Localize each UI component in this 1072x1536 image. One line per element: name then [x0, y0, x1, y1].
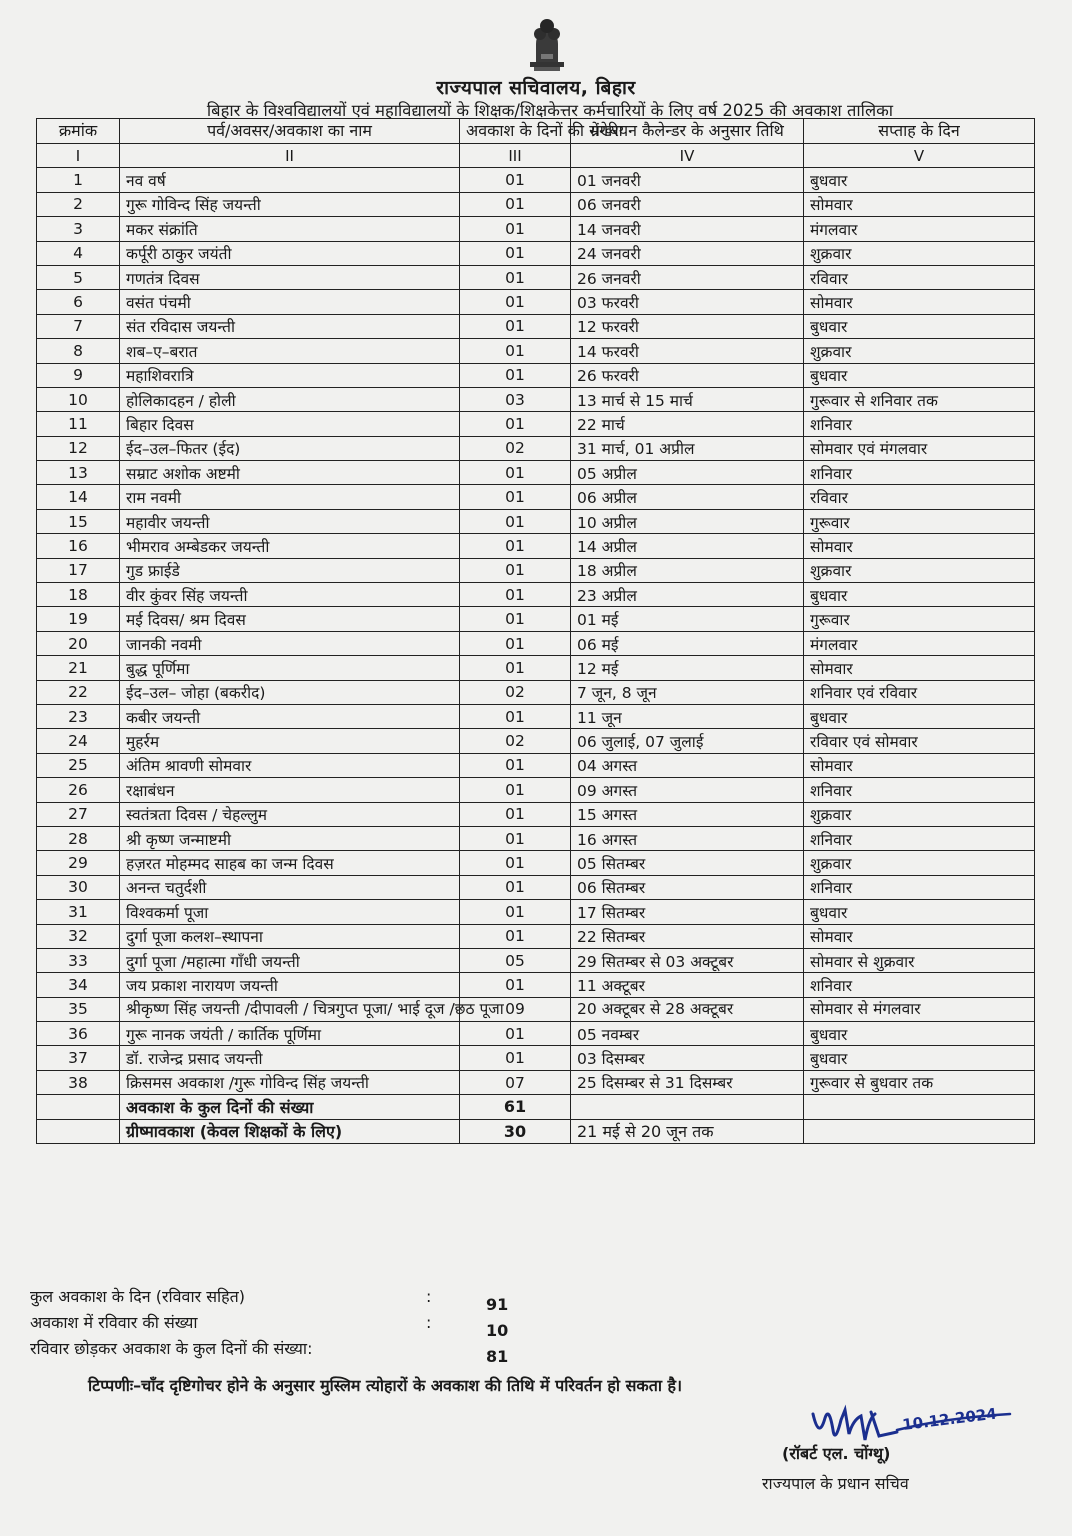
- row-sno: 26: [37, 778, 120, 802]
- summer-vacation-days: 30: [460, 1119, 571, 1143]
- table-cell-blank: [37, 1119, 120, 1143]
- row-days: 01: [460, 168, 571, 192]
- row-sno: 17: [37, 558, 120, 582]
- row-date: 06 जनवरी: [571, 192, 804, 216]
- row-holiday-name: गुड फ्राईडे: [120, 558, 460, 582]
- row-weekday: शुक्रवार: [804, 339, 1035, 363]
- row-weekday: शनिवार एवं रविवार: [804, 680, 1035, 704]
- row-date: 09 अगस्त: [571, 778, 804, 802]
- row-holiday-name: कबीर जयन्ती: [120, 704, 460, 728]
- row-sno: 27: [37, 802, 120, 826]
- row-days: 01: [460, 1022, 571, 1046]
- row-date: 25 दिसम्बर से 31 दिसम्बर: [571, 1070, 804, 1094]
- table-row: [37, 558, 1035, 582]
- row-weekday: बुधवार: [804, 168, 1035, 192]
- office-title: राज्यपाल सचिवालय, बिहार: [436, 77, 636, 99]
- row-days: 01: [460, 485, 571, 509]
- holiday-table: [36, 118, 1035, 1144]
- total-days-value: 61: [460, 1095, 571, 1119]
- row-sno: 12: [37, 436, 120, 460]
- table-cell-blank: [804, 1119, 1035, 1143]
- table-row: [37, 900, 1035, 924]
- table-row: [37, 948, 1035, 972]
- table-row: [37, 290, 1035, 314]
- row-sno: 36: [37, 1022, 120, 1046]
- summer-vacation-date: 21 मई से 20 जून तक: [571, 1119, 804, 1143]
- row-date: 14 अप्रील: [571, 534, 804, 558]
- row-holiday-name: कर्पूरी ठाकुर जयंती: [120, 241, 460, 265]
- table-row: [37, 339, 1035, 363]
- total-label: अवकाश के कुल दिनों की संख्या: [120, 1095, 460, 1119]
- row-date: 06 मई: [571, 631, 804, 655]
- row-date: 03 दिसम्बर: [571, 1046, 804, 1070]
- row-days: 03: [460, 387, 571, 411]
- row-holiday-name: विश्वकर्मा पूजा: [120, 900, 460, 924]
- row-sno: 24: [37, 729, 120, 753]
- row-days: 01: [460, 607, 571, 631]
- table-row: [37, 1022, 1035, 1046]
- summary-label: कुल अवकाश के दिन (रविवार सहित): [30, 1287, 246, 1306]
- row-days: 01: [460, 778, 571, 802]
- row-date: 31 मार्च, 01 अप्रील: [571, 436, 804, 460]
- row-sno: 34: [37, 973, 120, 997]
- row-holiday-name: श्रीकृष्ण सिंह जयन्ती /दीपावली / चित्रगुप्त पूजा/ भाई दूज /छठ पूजा: [120, 997, 460, 1021]
- table-row: [37, 778, 1035, 802]
- row-days: 05: [460, 948, 571, 972]
- row-sno: 30: [37, 875, 120, 899]
- row-weekday: सोमवार से शुक्रवार: [804, 948, 1035, 972]
- row-days: 01: [460, 851, 571, 875]
- row-days: 01: [460, 656, 571, 680]
- row-weekday: सोमवार: [804, 192, 1035, 216]
- table-row: [37, 1046, 1035, 1070]
- row-days: 01: [460, 363, 571, 387]
- row-days: 01: [460, 583, 571, 607]
- row-holiday-name: मकर संक्रांति: [120, 217, 460, 241]
- row-date: 11 अक्टूबर: [571, 973, 804, 997]
- row-weekday: बुधवार: [804, 363, 1035, 387]
- table-row: [37, 997, 1035, 1021]
- row-days: 01: [460, 875, 571, 899]
- row-holiday-name: मुहर्रम: [120, 729, 460, 753]
- table-row: [37, 851, 1035, 875]
- row-sno: 23: [37, 704, 120, 728]
- row-days: 01: [460, 290, 571, 314]
- total-date: [571, 1095, 804, 1119]
- table-row: [37, 973, 1035, 997]
- row-date: 17 सितम्बर: [571, 900, 804, 924]
- summary-colon: :: [426, 1313, 432, 1332]
- svg-text:10.12.2024: 10.12.2024: [901, 1404, 998, 1434]
- table-row: [37, 412, 1035, 436]
- row-weekday: शनिवार: [804, 973, 1035, 997]
- row-weekday: सोमवार: [804, 656, 1035, 680]
- row-holiday-name: बिहार दिवस: [120, 412, 460, 436]
- table-row: [37, 387, 1035, 411]
- summary-row: [30, 1284, 590, 1314]
- signatory-designation: राज्यपाल के प्रधान सचिव: [762, 1474, 909, 1493]
- row-date: 7 जून, 8 जून: [571, 680, 804, 704]
- row-date: 26 जनवरी: [571, 265, 804, 289]
- row-date: 04 अगस्त: [571, 753, 804, 777]
- row-date: 05 नवम्बर: [571, 1022, 804, 1046]
- row-weekday: शनिवार: [804, 412, 1035, 436]
- table-cell-blank: [804, 1095, 1035, 1119]
- row-sno: 38: [37, 1070, 120, 1094]
- row-days: 01: [460, 412, 571, 436]
- row-holiday-name: वसंत पंचमी: [120, 290, 460, 314]
- row-date: 29 सितम्बर से 03 अक्टूबर: [571, 948, 804, 972]
- roman-label: II: [120, 144, 460, 168]
- row-holiday-name: गणतंत्र दिवस: [120, 265, 460, 289]
- row-sno: 33: [37, 948, 120, 972]
- row-weekday: मंगलवार: [804, 631, 1035, 655]
- table-row: [37, 509, 1035, 533]
- table-row: [37, 924, 1035, 948]
- row-weekday: सोमवार एवं मंगलवार: [804, 436, 1035, 460]
- row-weekday: शनिवार: [804, 826, 1035, 850]
- row-weekday: शुक्रवार: [804, 802, 1035, 826]
- row-days: 01: [460, 753, 571, 777]
- table-header-row: [37, 119, 1035, 144]
- table-row: [37, 704, 1035, 728]
- summary-row: [30, 1336, 590, 1366]
- row-weekday: सोमवार: [804, 753, 1035, 777]
- row-date: 14 फरवरी: [571, 339, 804, 363]
- row-holiday-name: ईद–उल– जोहा (बकरीद): [120, 680, 460, 704]
- col-header-days: अवकाश के दिनों की संख्या: [460, 119, 571, 144]
- table-row: [37, 826, 1035, 850]
- row-holiday-name: महावीर जयन्ती: [120, 509, 460, 533]
- row-days: 01: [460, 339, 571, 363]
- row-date: 01 जनवरी: [571, 168, 804, 192]
- row-weekday: सोमवार: [804, 290, 1035, 314]
- row-date: 03 फरवरी: [571, 290, 804, 314]
- row-weekday: बुधवार: [804, 900, 1035, 924]
- row-date: 15 अगस्त: [571, 802, 804, 826]
- row-date: 14 जनवरी: [571, 217, 804, 241]
- row-weekday: बुधवार: [804, 314, 1035, 338]
- row-holiday-name: जय प्रकाश नारायण जयन्ती: [120, 973, 460, 997]
- row-weekday: सोमवार: [804, 534, 1035, 558]
- summary-label: रविवार छोड़कर अवकाश के कुल दिनों की संख्या:: [30, 1339, 313, 1358]
- row-sno: 10: [37, 387, 120, 411]
- row-days: 02: [460, 729, 571, 753]
- row-date: 12 फरवरी: [571, 314, 804, 338]
- row-weekday: रविवार एवं सोमवार: [804, 729, 1035, 753]
- row-days: 01: [460, 265, 571, 289]
- row-holiday-name: शब–ए–बरात: [120, 339, 460, 363]
- row-days: 01: [460, 509, 571, 533]
- row-holiday-name: अनन्त चतुर्दशी: [120, 875, 460, 899]
- row-date: 01 मई: [571, 607, 804, 631]
- row-sno: 13: [37, 461, 120, 485]
- row-date: 22 सितम्बर: [571, 924, 804, 948]
- summary-colon: :: [426, 1287, 432, 1306]
- table-row: [37, 485, 1035, 509]
- row-sno: 25: [37, 753, 120, 777]
- row-days: 01: [460, 461, 571, 485]
- row-holiday-name: वीर कुंवर सिंह जयन्ती: [120, 583, 460, 607]
- row-days: 01: [460, 631, 571, 655]
- row-holiday-name: गुरू गोविन्द सिंह जयन्ती: [120, 192, 460, 216]
- row-days: 01: [460, 217, 571, 241]
- row-sno: 32: [37, 924, 120, 948]
- row-weekday: सोमवार: [804, 924, 1035, 948]
- table-row: [37, 363, 1035, 387]
- row-sno: 16: [37, 534, 120, 558]
- row-weekday: रविवार: [804, 485, 1035, 509]
- row-sno: 19: [37, 607, 120, 631]
- row-sno: 1: [37, 168, 120, 192]
- row-date: 05 अप्रील: [571, 461, 804, 485]
- row-date: 16 अगस्त: [571, 826, 804, 850]
- row-sno: 6: [37, 290, 120, 314]
- total-days-row: [37, 1095, 1035, 1119]
- row-days: 01: [460, 241, 571, 265]
- summary-block: [30, 1284, 590, 1366]
- row-sno: 28: [37, 826, 120, 850]
- row-sno: 11: [37, 412, 120, 436]
- row-holiday-name: सम्राट अशोक अष्टमी: [120, 461, 460, 485]
- row-date: 20 अक्टूबर से 28 अक्टूबर: [571, 997, 804, 1021]
- table-row: [37, 1070, 1035, 1094]
- row-days: 02: [460, 436, 571, 460]
- row-sno: 7: [37, 314, 120, 338]
- row-days: 01: [460, 704, 571, 728]
- row-holiday-name: संत रविदास जयन्ती: [120, 314, 460, 338]
- row-date: 13 मार्च से 15 मार्च: [571, 387, 804, 411]
- col-header-name: पर्व/अवसर/अवकाश का नाम: [120, 119, 460, 144]
- row-holiday-name: राम नवमी: [120, 485, 460, 509]
- row-holiday-name: जानकी नवमी: [120, 631, 460, 655]
- table-row: [37, 265, 1035, 289]
- row-sno: 5: [37, 265, 120, 289]
- row-weekday: शुक्रवार: [804, 241, 1035, 265]
- row-holiday-name: रक्षाबंधन: [120, 778, 460, 802]
- row-date: 06 सितम्बर: [571, 875, 804, 899]
- row-holiday-name: अंतिम श्रावणी सोमवार: [120, 753, 460, 777]
- row-weekday: गुरूवार से बुधवार तक: [804, 1070, 1035, 1094]
- summer-vacation-label: ग्रीष्मावकाश (केवल शिक्षकों के लिए): [120, 1119, 460, 1143]
- row-sno: 4: [37, 241, 120, 265]
- totals-rows: [37, 1095, 1035, 1144]
- row-days: 01: [460, 802, 571, 826]
- row-weekday: गुरूवार: [804, 607, 1035, 631]
- row-weekday: बुधवार: [804, 583, 1035, 607]
- table-row: [37, 753, 1035, 777]
- row-holiday-name: दुर्गा पूजा /महात्मा गाँधी जयन्ती: [120, 948, 460, 972]
- table-row: [37, 607, 1035, 631]
- row-holiday-name: क्रिसमस अवकाश /गुरू गोविन्द सिंह जयन्ती: [120, 1070, 460, 1094]
- roman-label: I: [37, 144, 120, 168]
- table-row: [37, 314, 1035, 338]
- row-date: 10 अप्रील: [571, 509, 804, 533]
- row-date: 23 अप्रील: [571, 583, 804, 607]
- table-row: [37, 241, 1035, 265]
- row-weekday: शनिवार: [804, 461, 1035, 485]
- row-days: 01: [460, 900, 571, 924]
- row-sno: 9: [37, 363, 120, 387]
- table-row: [37, 436, 1035, 460]
- row-sno: 15: [37, 509, 120, 533]
- row-sno: 14: [37, 485, 120, 509]
- row-weekday: शनिवार: [804, 875, 1035, 899]
- table-row: [37, 461, 1035, 485]
- col-header-weekday: सप्ताह के दिन: [804, 119, 1035, 144]
- row-sno: 35: [37, 997, 120, 1021]
- table-row: [37, 217, 1035, 241]
- roman-label: III: [460, 144, 571, 168]
- row-holiday-name: होलिकादहन / होली: [120, 387, 460, 411]
- row-sno: 2: [37, 192, 120, 216]
- table-row: [37, 192, 1035, 216]
- row-days: 01: [460, 1046, 571, 1070]
- row-date: 05 सितम्बर: [571, 851, 804, 875]
- row-holiday-name: स्वतंत्रता दिवस / चेहल्लुम: [120, 802, 460, 826]
- table-row: [37, 534, 1035, 558]
- signatory-name: (रॉबर्ट एल. चोंग्थू): [782, 1444, 891, 1463]
- row-days: 01: [460, 826, 571, 850]
- row-days: 01: [460, 314, 571, 338]
- row-weekday: बुधवार: [804, 704, 1035, 728]
- row-holiday-name: भीमराव अम्बेडकर जयन्ती: [120, 534, 460, 558]
- row-date: 11 जून: [571, 704, 804, 728]
- table-row: [37, 631, 1035, 655]
- row-holiday-name: दुर्गा पूजा कलश–स्थापना: [120, 924, 460, 948]
- row-date: 06 अप्रील: [571, 485, 804, 509]
- col-header-sno: क्रमांक: [37, 119, 120, 144]
- row-days: 07: [460, 1070, 571, 1094]
- row-days: 09: [460, 997, 571, 1021]
- row-date: 24 जनवरी: [571, 241, 804, 265]
- table-row: [37, 168, 1035, 192]
- holiday-rows: [37, 168, 1035, 1095]
- row-sno: 18: [37, 583, 120, 607]
- row-sno: 31: [37, 900, 120, 924]
- row-sno: 8: [37, 339, 120, 363]
- summary-value: 10: [486, 1321, 509, 1340]
- roman-numeral-row: [37, 144, 1035, 168]
- row-date: 26 फरवरी: [571, 363, 804, 387]
- row-days: 01: [460, 558, 571, 582]
- roman-label: V: [804, 144, 1035, 168]
- row-weekday: रविवार: [804, 265, 1035, 289]
- col-header-date: ग्रेगेरियन कैलेन्डर के अनुसार तिथि: [571, 119, 804, 144]
- row-weekday: शुक्रवार: [804, 558, 1035, 582]
- summary-value: 91: [486, 1295, 509, 1314]
- table-row: [37, 802, 1035, 826]
- row-sno: 3: [37, 217, 120, 241]
- row-holiday-name: हज़रत मोहम्मद साहब का जन्म दिवस: [120, 851, 460, 875]
- summary-row: [30, 1310, 590, 1340]
- row-sno: 20: [37, 631, 120, 655]
- row-date: 06 जुलाई, 07 जुलाई: [571, 729, 804, 753]
- table-row: [37, 875, 1035, 899]
- row-sno: 22: [37, 680, 120, 704]
- row-sno: 37: [37, 1046, 120, 1070]
- row-weekday: शनिवार: [804, 778, 1035, 802]
- row-sno: 21: [37, 656, 120, 680]
- row-days: 01: [460, 924, 571, 948]
- row-days: 01: [460, 192, 571, 216]
- row-holiday-name: महाशिवरात्रि: [120, 363, 460, 387]
- row-date: 12 मई: [571, 656, 804, 680]
- row-weekday: मंगलवार: [804, 217, 1035, 241]
- row-holiday-name: श्री कृष्ण जन्माष्टमी: [120, 826, 460, 850]
- table-row: [37, 583, 1035, 607]
- row-date: 18 अप्रील: [571, 558, 804, 582]
- row-weekday: गुरूवार से शनिवार तक: [804, 387, 1035, 411]
- row-weekday: शुक्रवार: [804, 851, 1035, 875]
- row-sno: 29: [37, 851, 120, 875]
- row-holiday-name: डॉ. राजेन्द्र प्रसाद जयन्ती: [120, 1046, 460, 1070]
- row-holiday-name: गुरू नानक जयंती / कार्तिक पूर्णिमा: [120, 1022, 460, 1046]
- row-days: 02: [460, 680, 571, 704]
- summary-value: 81: [486, 1347, 509, 1366]
- row-weekday: बुधवार: [804, 1046, 1035, 1070]
- footnote: टिप्पणीः–चाँद दृष्टिगोचर होने के अनुसार मुस्लिम त्योहारों के अवकाश की तिथि में परिवर्तन हो सकता है।: [88, 1376, 683, 1395]
- summary-label: अवकाश में रविवार की संख्या: [30, 1313, 198, 1332]
- row-holiday-name: मई दिवस/ श्रम दिवस: [120, 607, 460, 631]
- table-row: [37, 656, 1035, 680]
- summer-vacation-row: [37, 1119, 1035, 1143]
- row-days: 01: [460, 973, 571, 997]
- row-holiday-name: नव वर्ष: [120, 168, 460, 192]
- roman-label: IV: [571, 144, 804, 168]
- table-row: [37, 729, 1035, 753]
- state-emblem-icon: [524, 14, 570, 76]
- row-days: 01: [460, 534, 571, 558]
- row-weekday: गुरूवार: [804, 509, 1035, 533]
- table-cell-blank: [37, 1095, 120, 1119]
- row-holiday-name: ईद–उल–फितर (ईद): [120, 436, 460, 460]
- document-heading: बिहार के विश्वविद्यालयों एवं महाविद्यालयों के शिक्षक/शिक्षकेत्तर कर्मचारियों के लिए वर्ष 2025 की अवकाश तालिका: [206, 101, 894, 120]
- row-date: 22 मार्च: [571, 412, 804, 436]
- row-weekday: बुधवार: [804, 1022, 1035, 1046]
- row-weekday: सोमवार से मंगलवार: [804, 997, 1035, 1021]
- row-holiday-name: बुद्ध पूर्णिमा: [120, 656, 460, 680]
- table-row: [37, 680, 1035, 704]
